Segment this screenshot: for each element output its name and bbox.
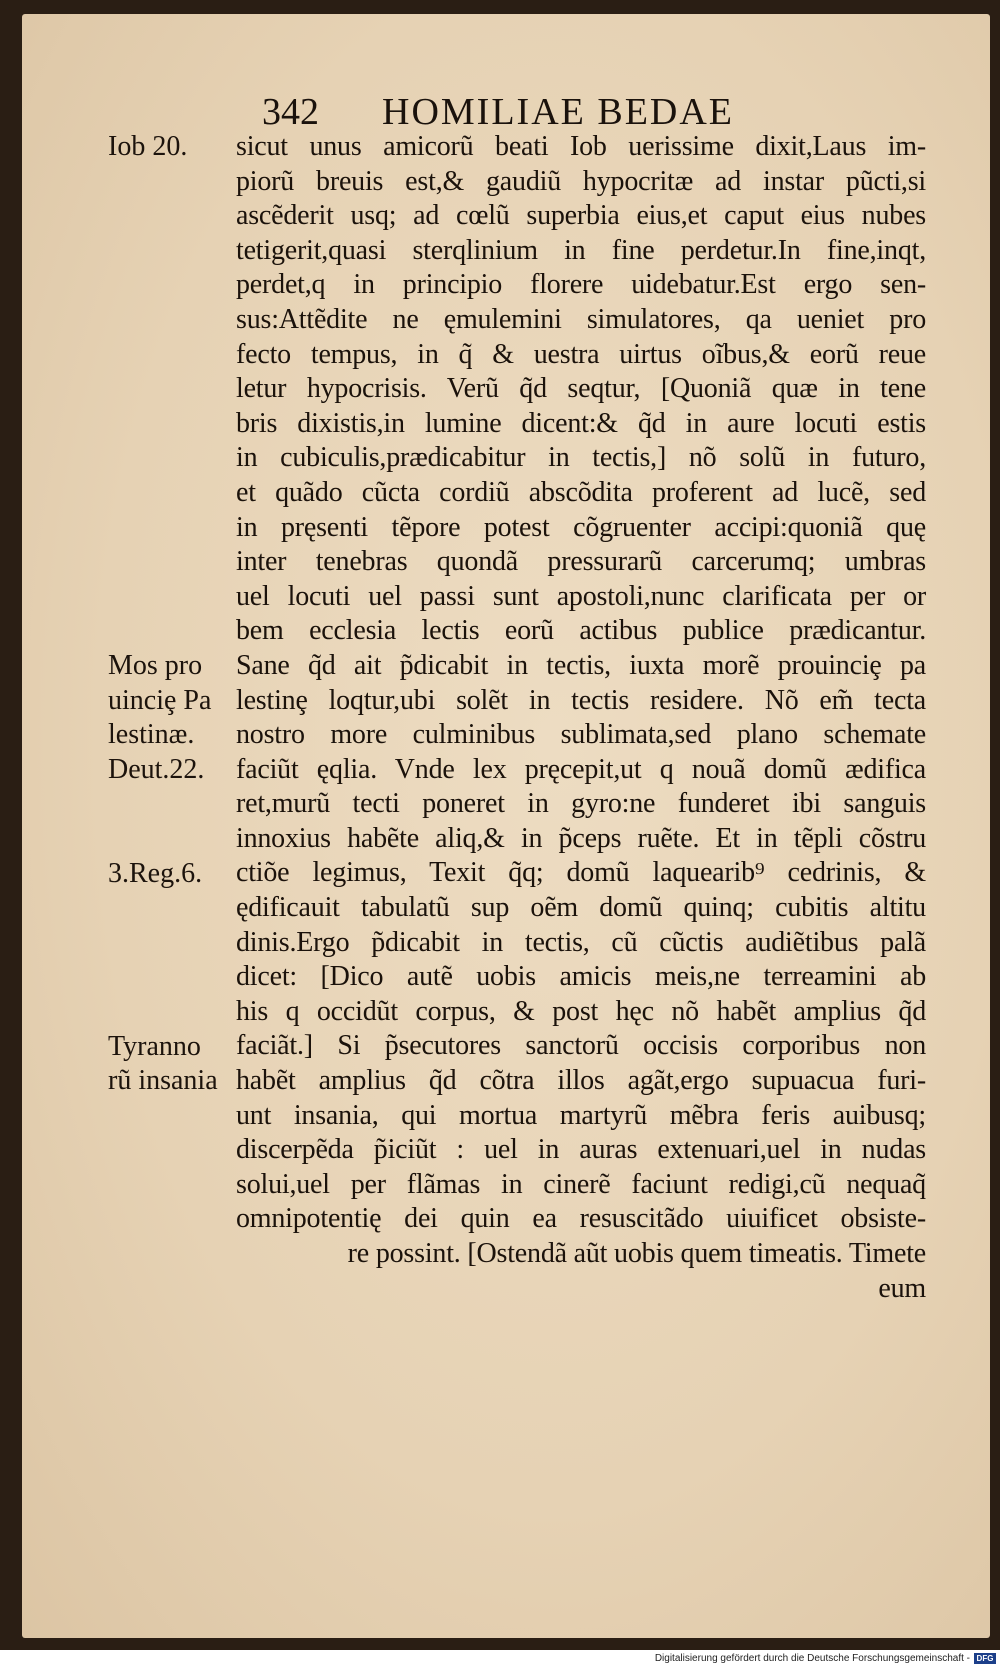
text-line: letur hypocrisis. Verũ q̃d seqtur, [Quoniã quæ in tene [236,373,926,405]
page-number: 342 [262,91,319,133]
text-line: ret,murũ tecti poneret in gyro:ne funderet ibi sanguis [236,788,926,820]
text-line: nostro more culminibus sublimata,sed plano schemate [236,719,926,751]
text-line: tetigerit,quasi sterqlinium in fine perdetur.In fine,inqt, [236,234,926,266]
margin-note: Deut.22. [108,753,205,785]
catchword: eum [878,1272,926,1304]
margin-note: Mos pro [108,650,203,681]
text-line: piorũ breuis est,& gaudiũ hypocritæ ad instar pũcti,si [236,165,926,197]
text-line: dicet: [Dico autẽ uobis amicis meis,ne terreamini ab [236,961,926,993]
text-line: sus:Attẽdite ne ęmulemini simulatores, qa ueniet pro [236,303,926,335]
text-line: his q occidũt corpus, & post hęc nõ habẽt amplius q̃d [236,995,926,1027]
margin-note: uinciȩ Pa [108,684,212,716]
text-line: bris dixistis,in lumine dicent:& q̃d in aure locuti estis [236,407,926,439]
text-line: innoxius habẽte aliq,& in p̃ceps ruẽte. Et in tẽpli cõstru [236,822,926,854]
text-line: omnipotentię dei quin ea resuscitãdo uiuificet obsiste- [236,1203,926,1235]
text-line: bem ecclesia lectis eorũ actibus publice prædicantur. [236,615,926,647]
margin-note: rũ insania [108,1065,218,1097]
margin-note: Tyranno [108,1030,201,1062]
text-line: ctiõe legimus, Texit q̃q; domũ laquearib⁹ cedrinis, & [236,857,926,889]
text-line: solui,uel per flãmas in cinerẽ faciunt redigi,cũ nequaq̃ [236,1168,926,1200]
body-text [236,130,926,1306]
text-line: sicut unus amicorũ beati Iob uerissime dixit,Laus im- [236,131,926,162]
text-line: habẽt amplius q̃d cõtra illos agãt,ergo supuacua furi- [236,1065,926,1097]
text-line: dinis.Ergo p̃dicabit in tectis, cũ cũctis audiẽtibus palã [236,926,926,958]
text-line: faciũt ęqlia. Vnde lex pręcepit,ut q nouã domũ ædifica [236,753,926,785]
text-line: perdet,q in principio florere uidebatur.Est ergo sen- [236,269,926,301]
text-line: et quãdo cũcta cordiũ abscõdita proferent ad lucẽ, sed [236,476,926,508]
text-line: re possint. [Ostendã aũt uobis quem timeatis. Timete [347,1238,926,1269]
running-head: HOMILIAE BEDAE [382,91,735,133]
text-line: fecto tempus, in q̃ & uestra uirtus oĩbus,& eorũ reue [236,338,926,370]
margin-note: Iob 20. [108,131,188,162]
text-line: inter tenebras quondã pressurarũ carcerumq; umbras [236,546,926,578]
text-line: in pręsenti tẽpore potest cõgruenter accipi:quoniã quę [236,511,926,543]
text-line: lestinȩ loqtur,ubi solẽt in tectis residere. Nõ em̃ tecta [236,684,926,716]
text-line: discerpẽda p̃iciũt : uel in auras extenuari,uel in nudas [236,1134,926,1166]
margin-note: 3.Reg.6. [108,857,203,889]
text-line: uel locuti uel passi sunt apostoli,nunc clarificata per or [236,580,926,612]
text-line: in cubiculis,prædicabitur in tectis,] nõ solũ in futuro, [236,442,926,474]
funding-notice: Digitalisierung gefördert durch die Deutsche Forschungsgemeinschaft - [654,1653,970,1664]
text-line: ędificauit tabulatũ sup oẽm domũ quinq; cubitis altitu [236,892,926,924]
marginal-notes [108,126,238,1326]
text-line: faciãt.] Si p̃secutores sanctorũ occisis corporibus non [236,1030,926,1062]
dfg-logo: DFG [974,1653,996,1664]
text-line: ascẽderit usq; ad cœlũ superbia eius,et caput eius nubes [236,200,926,232]
text-line: unt insania, qui mortua martyrũ mẽbra feris auibusq; [236,1099,926,1131]
digitization-footer [0,1650,1000,1668]
margin-note: lestinæ. [108,719,195,751]
text-line: Sane q̃d ait p̃dicabit in tectis, iuxta morẽ prouinciȩ pa [236,649,926,681]
